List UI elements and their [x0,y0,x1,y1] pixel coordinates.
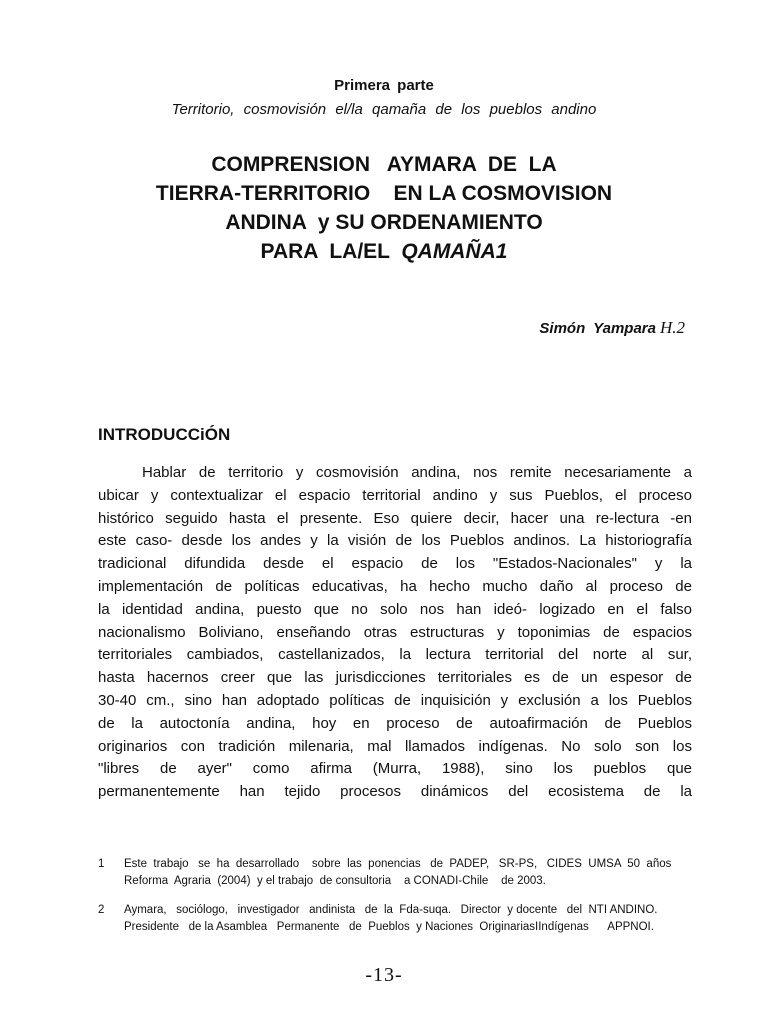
footnote-line: Presidente de la Asamblea Permanente de Pueblos y Naciones OriginariasIIndígenas APPNOI. [124,921,654,933]
paragraph-line: 30-40 cm., sino han adoptado políticas de inquisición y exclusión a los Pueblos [98,691,692,709]
title-line-3: ANDINA y SU ORDENAMIENTO [225,211,543,234]
footnote-line: Aymara, sociólogo, investigador andinista de la Fda-suqa. Director y docente del NTI ANDINO. [124,904,658,916]
footnote-line: Este trabajo se ha desarrollado sobre las ponencias de PADEP, SR-PS, CIDES UMSA 50 años [124,858,672,870]
paragraph-line: de la autoctonía andina, hoy en proceso de autoafirmación de Pueblos [98,714,692,732]
footnotes [98,856,692,948]
body-paragraph [98,462,692,804]
author-name: Simón Yampara [539,320,656,337]
paragraph-line: originarios con tradición milenaria, mal llamados indígenas. No solo son los [98,737,692,755]
part-subtitle: Territorio, cosmovisión el/la qamaña de los pueblos andino [171,101,597,118]
title-line-2: TIERRA-TERRITORIO EN LA COSMOVISION [155,182,613,205]
paragraph-line: permanentemente han tejido procesos dinámicos del ecosistema de la [98,783,692,801]
paragraph-line: histórico seguido hasta el presente. Eso quiere decir, hacer una re-lectura -en [98,509,692,527]
footnote [98,902,692,936]
title-line-4-italic: QAMAÑA1 [401,240,508,263]
article-title [0,150,768,266]
paragraph-line: nacionalismo Boliviano, enseñando otras estructuras y toponimias de espacios [98,623,692,641]
footnote-line: Reforma Agraria (2004) y el trabajo de consultoria a CONADI-Chile de 2003. [124,875,546,887]
footnote-number: 1 [98,858,105,870]
paragraph-line: "libres de ayer" como afirma (Murra, 1988), sino los pueblos que [98,760,692,778]
paragraph-line: implementación de políticas educativas, ha hecho mucho daño al proceso de [98,577,692,595]
part-label: Primera parte [334,77,434,94]
paragraph-line: tradicional difundida desde el espacio de los "Estados-Nacionales" y la [98,555,692,573]
section-heading: INTRODUCCiÓN [98,425,231,444]
paragraph-line: hasta hacernos creer que las jurisdicciones territoriales es de un espesor de [98,669,692,687]
footnote [98,856,692,890]
title-line-4 [0,237,768,266]
paragraph-line: Hablar de territorio y cosmovisión andina, nos remite necesariamente a [142,464,692,481]
author-footnote-ref: H.2 [659,318,685,337]
paragraph-line: este caso- desde los andes y la visión de los Pueblos andinos. La historiografía [98,532,692,550]
paragraph-line: la identidad andina, puesto que no solo nos han ideó- logizado en el falso [98,600,692,618]
footnote-number: 2 [98,904,105,916]
author [539,318,685,338]
page-number: -13- [365,964,403,986]
title-line-1: COMPRENSION AYMARA DE LA [211,153,557,176]
paragraph-line: territoriales cambiados, castellanizados, la lectura territorial del norte al sur, [98,646,692,664]
title-line-4-prefix: PARA LA/EL [260,240,402,263]
paragraph-line: ubicar y contextualizar el espacio territorial andino y sus Pueblos, el proceso [98,486,692,504]
